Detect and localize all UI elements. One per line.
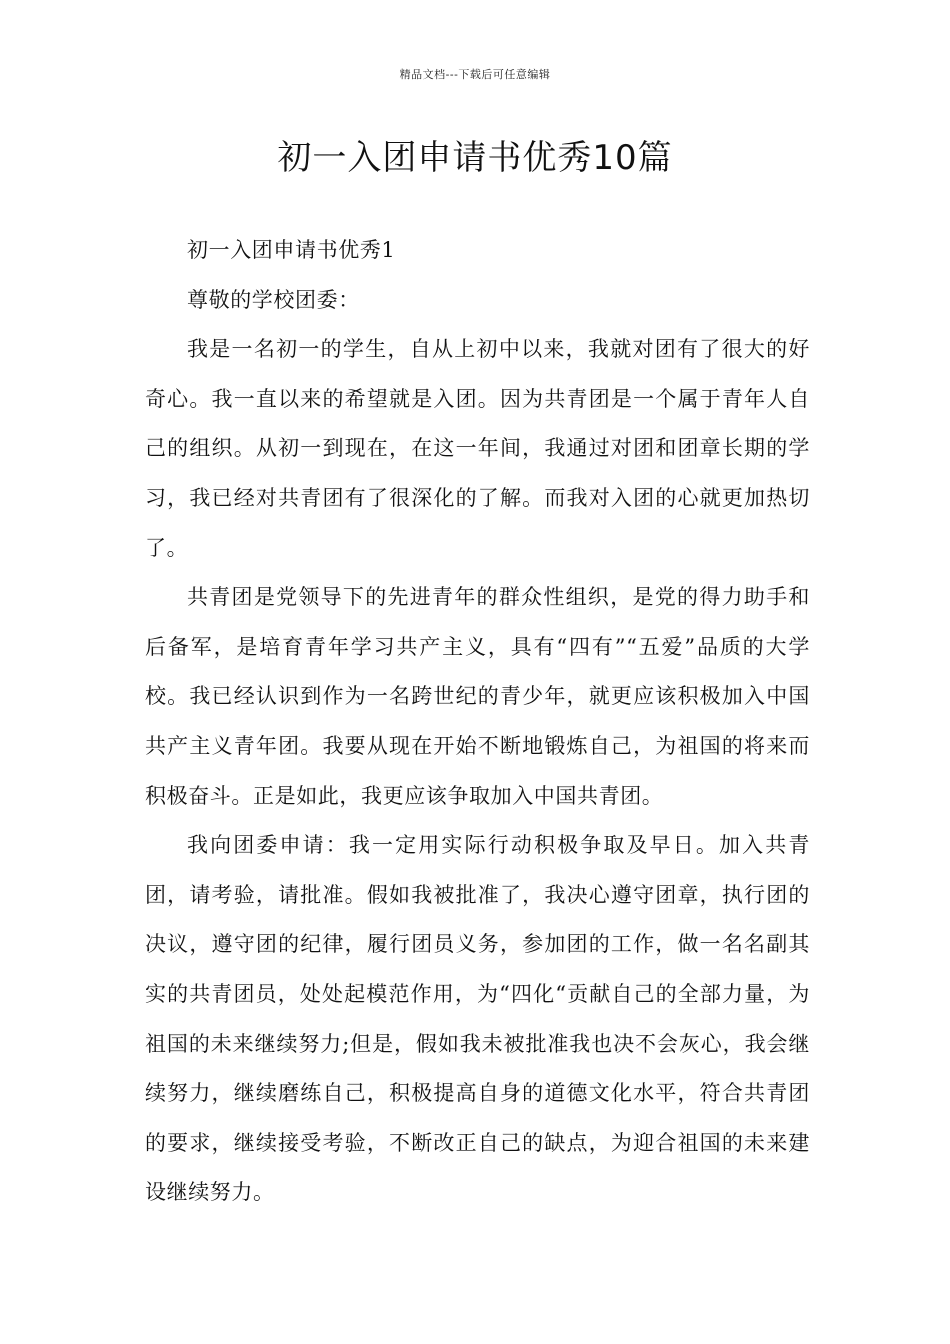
paragraph-2: 共青团是党领导下的先进青年的群众性组织，是党的得力助手和后备军，是培育青年学习共产主义，具有“四有”“五爱”品质的大学校。我已经认识到作为一名跨世纪的青少年，就更应该积极加入中国共产主义青年团。我要从现在开始不断地锻炼自己，为祖国的将来而积极奋斗。正是如此，我更应该争取加入中国共青团。 — [145, 585, 810, 808]
paragraph-3: 我向团委申请：我一定用实际行动积极争取及早日。加入共青团，请考验，请批准。假如我被批准了，我决心遵守团章，执行团的决议，遵守团的纪律，履行团员义务，参加团的工作，做一名名副其实的共青团员，处处起模范作用，为“四化“贡献自己的全部力量，为祖国的未来继续努力;但是，假如我未被批准我也决不会灰心，我会继续努力，继续磨练自己，积极提高自身的道德文化水平，符合共青团的要求，继续接受考验，不断改正自己的缺点，为迎合祖国的未来建设继续努力。 — [145, 833, 810, 1205]
section-heading: 初一入团申请书优秀1 — [187, 238, 396, 262]
paragraph-1: 我是一名初一的学生，自从上初中以来，我就对团有了很大的好奇心。我一直以来的希望就是入团。因为共青团是一个属于青年人自己的组织。从初一到现在，在这一年间，我通过对团和团章长期的学习，我已经对共青团有了很深化的了解。而我对入团的心就更加热切了。 — [145, 337, 810, 560]
document-title: 初一入团申请书优秀10篇 — [277, 138, 673, 178]
document-body — [145, 226, 810, 1218]
header-note: 精品文档---下载后可任意编辑 — [399, 68, 551, 81]
salutation: 尊敬的学校团委： — [187, 287, 360, 312]
